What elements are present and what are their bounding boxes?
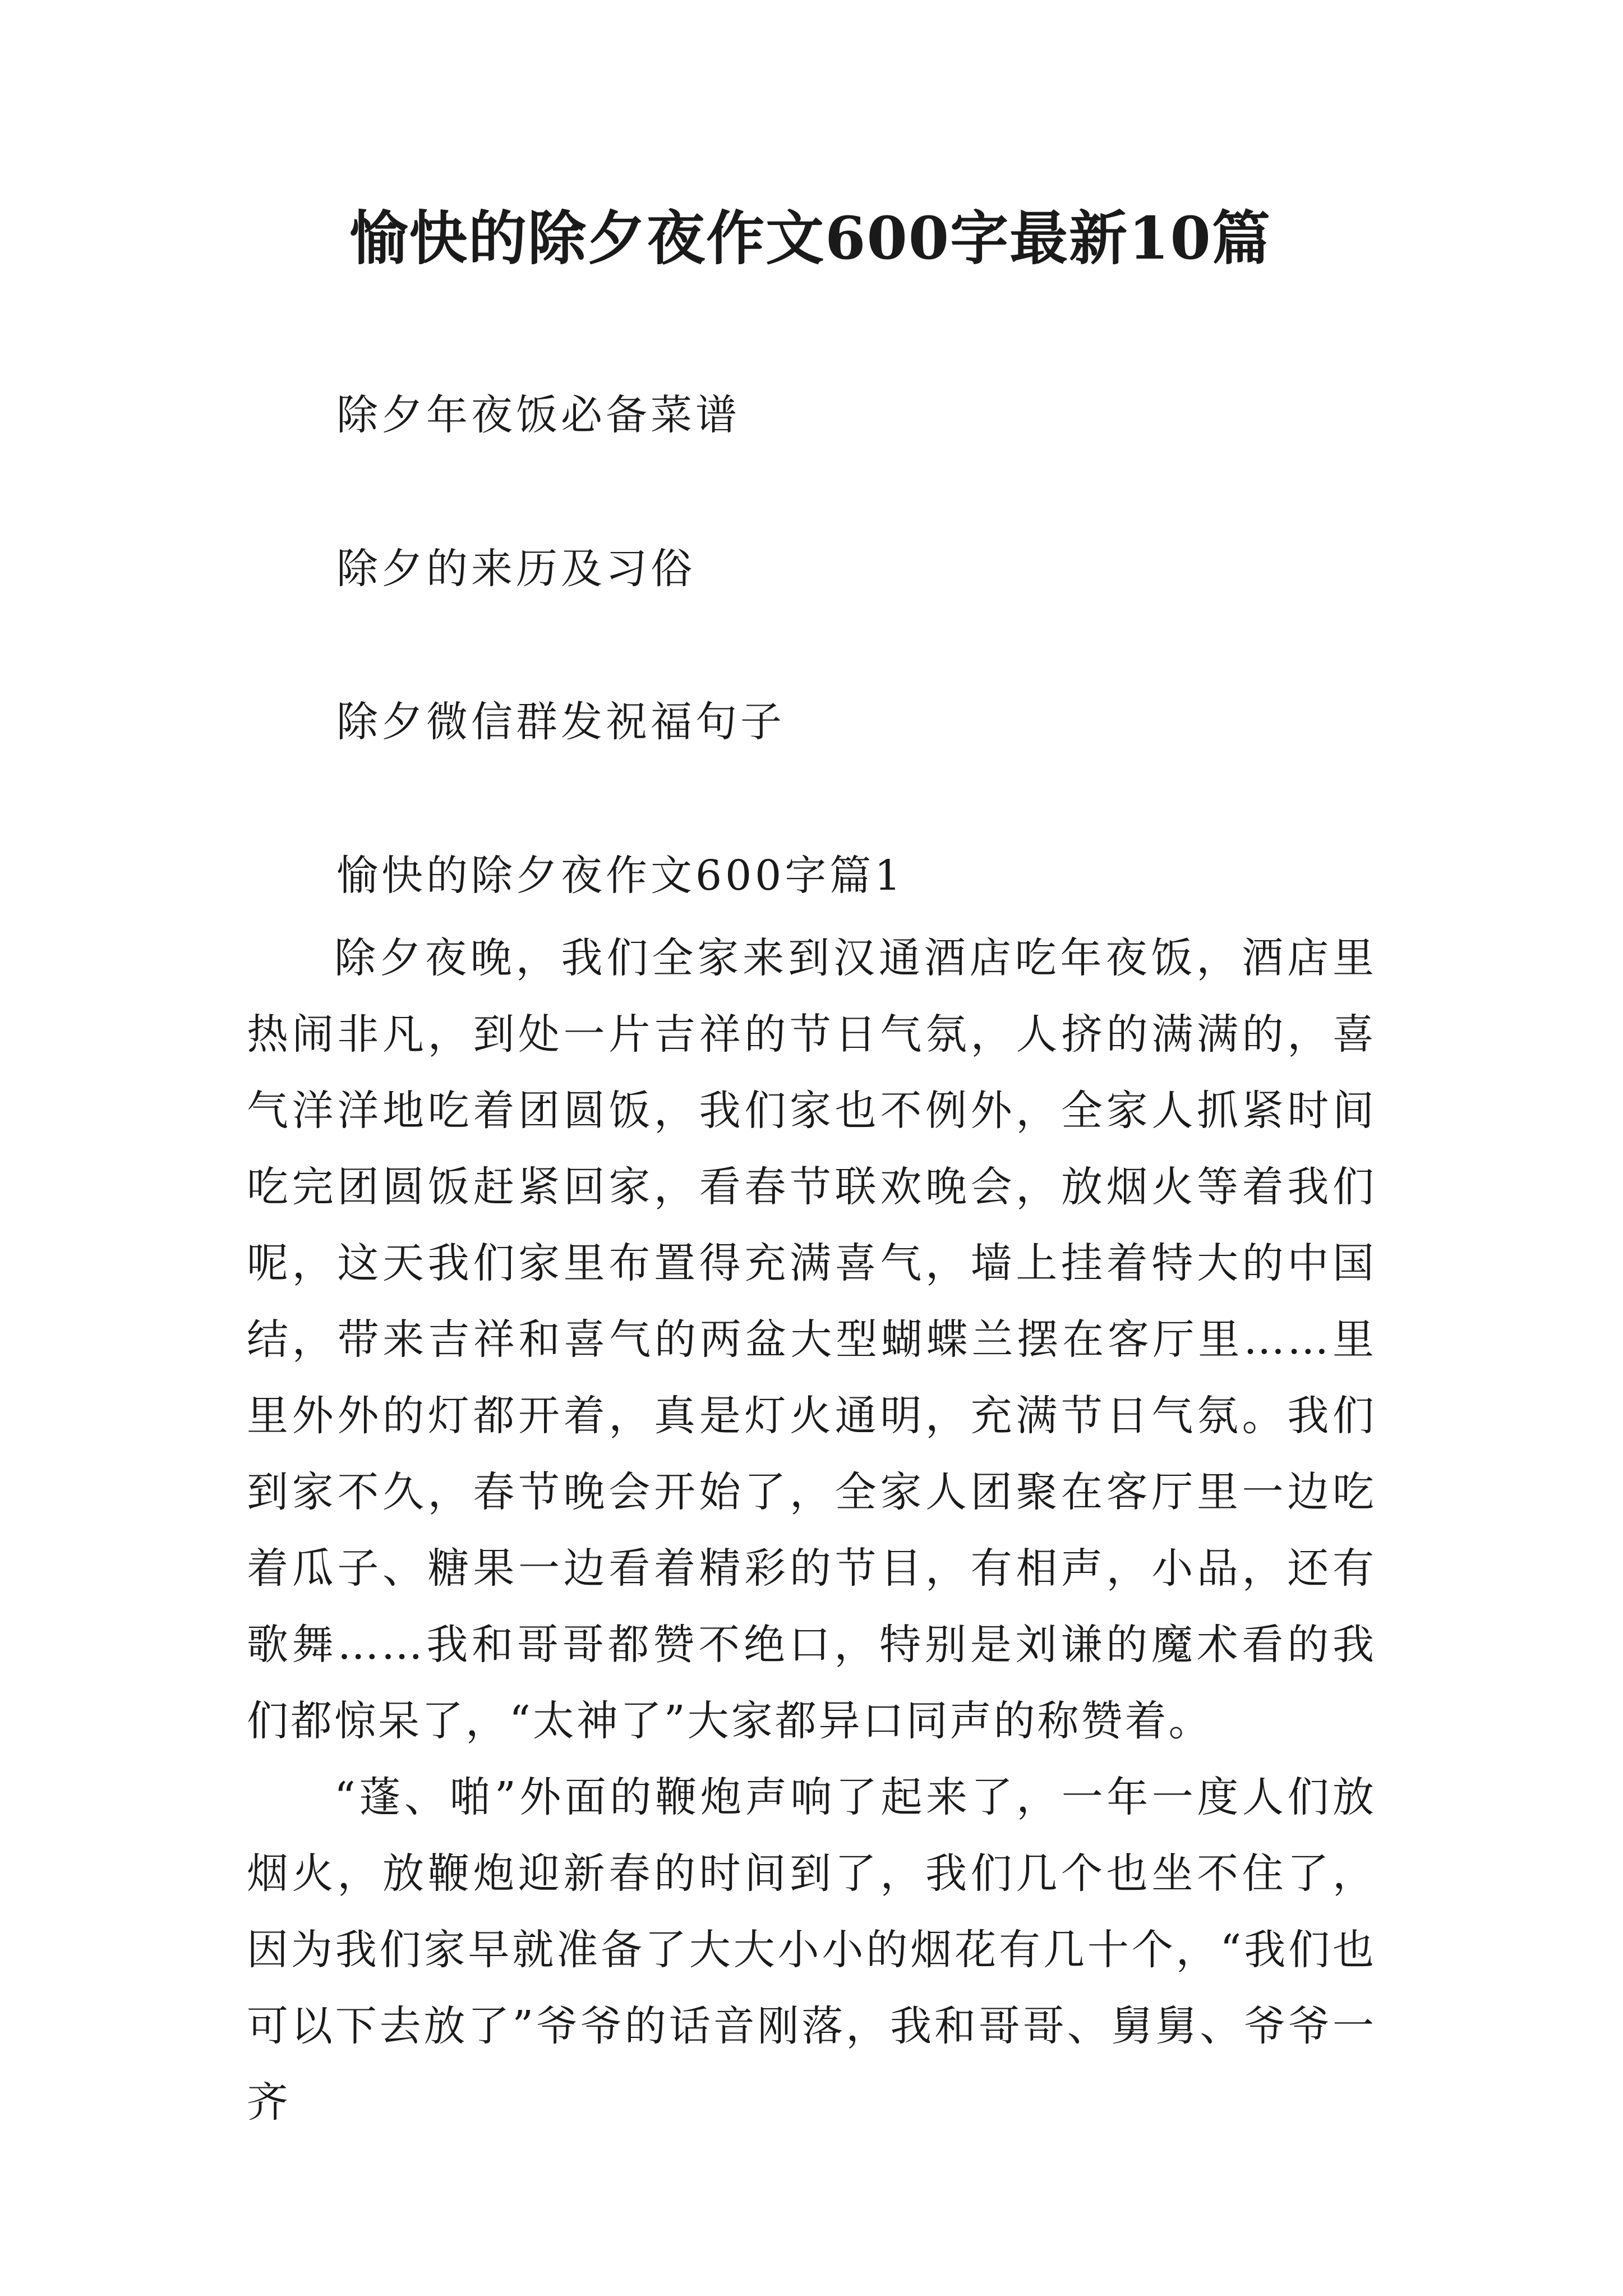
related-link-origin-and-customs[interactable]: 除夕的来历及习俗 <box>336 545 695 593</box>
paragraph-1: 除夕夜晚，我们全家来到汉通酒店吃年夜饭，酒店里热闹非凡，到处一片吉祥的节日气氛，人挤的满满的，喜气洋洋地吃着团圆饭，我们家也不例外，全家人抓紧时间吃完团圆饭赶紧回家，看春节联欢晚会，放烟火等着我们呢，这天我们家里布置得充满喜气，墙上挂着特大的中国结，带来吉祥和喜气的两盆大型蝴蝶兰摆在客厅里……里里外外的灯都开着，真是灯火通明，充满节日气氛。我们到家不久，春节晚会开始了，全家人团聚在客厅里一边吃着瓜子、糖果一边看着精彩的节目，有相声，小品，还有歌舞……我和哥哥都赞不绝口，特别是刘谦的魔术看的我们都惊呆了，“太神了”大家都异口同声的称赞着。 <box>247 934 1376 1745</box>
section-heading: 愉快的除夕夜作文600字篇1 <box>336 852 905 900</box>
document-title: 愉快的除夕夜作文600字最新10篇 <box>349 204 1271 273</box>
related-link-new-year-dinner-recipes[interactable]: 除夕年夜饭必备菜谱 <box>336 391 740 439</box>
article-body <box>247 920 1376 2141</box>
paragraph-2: “蓬、啪”外面的鞭炮声响了起来了，一年一度人们放烟火，放鞭炮迎新春的时间到了，我们几个也坐不住了，因为我们家早就准备了大大小小的烟花有几十个，“我们也可以下去放了”爷爷的话音刚落，我和哥哥、舅舅、爷爷一齐 <box>247 1773 1376 2127</box>
related-link-wechat-greetings[interactable]: 除夕微信群发祝福句子 <box>336 698 785 746</box>
